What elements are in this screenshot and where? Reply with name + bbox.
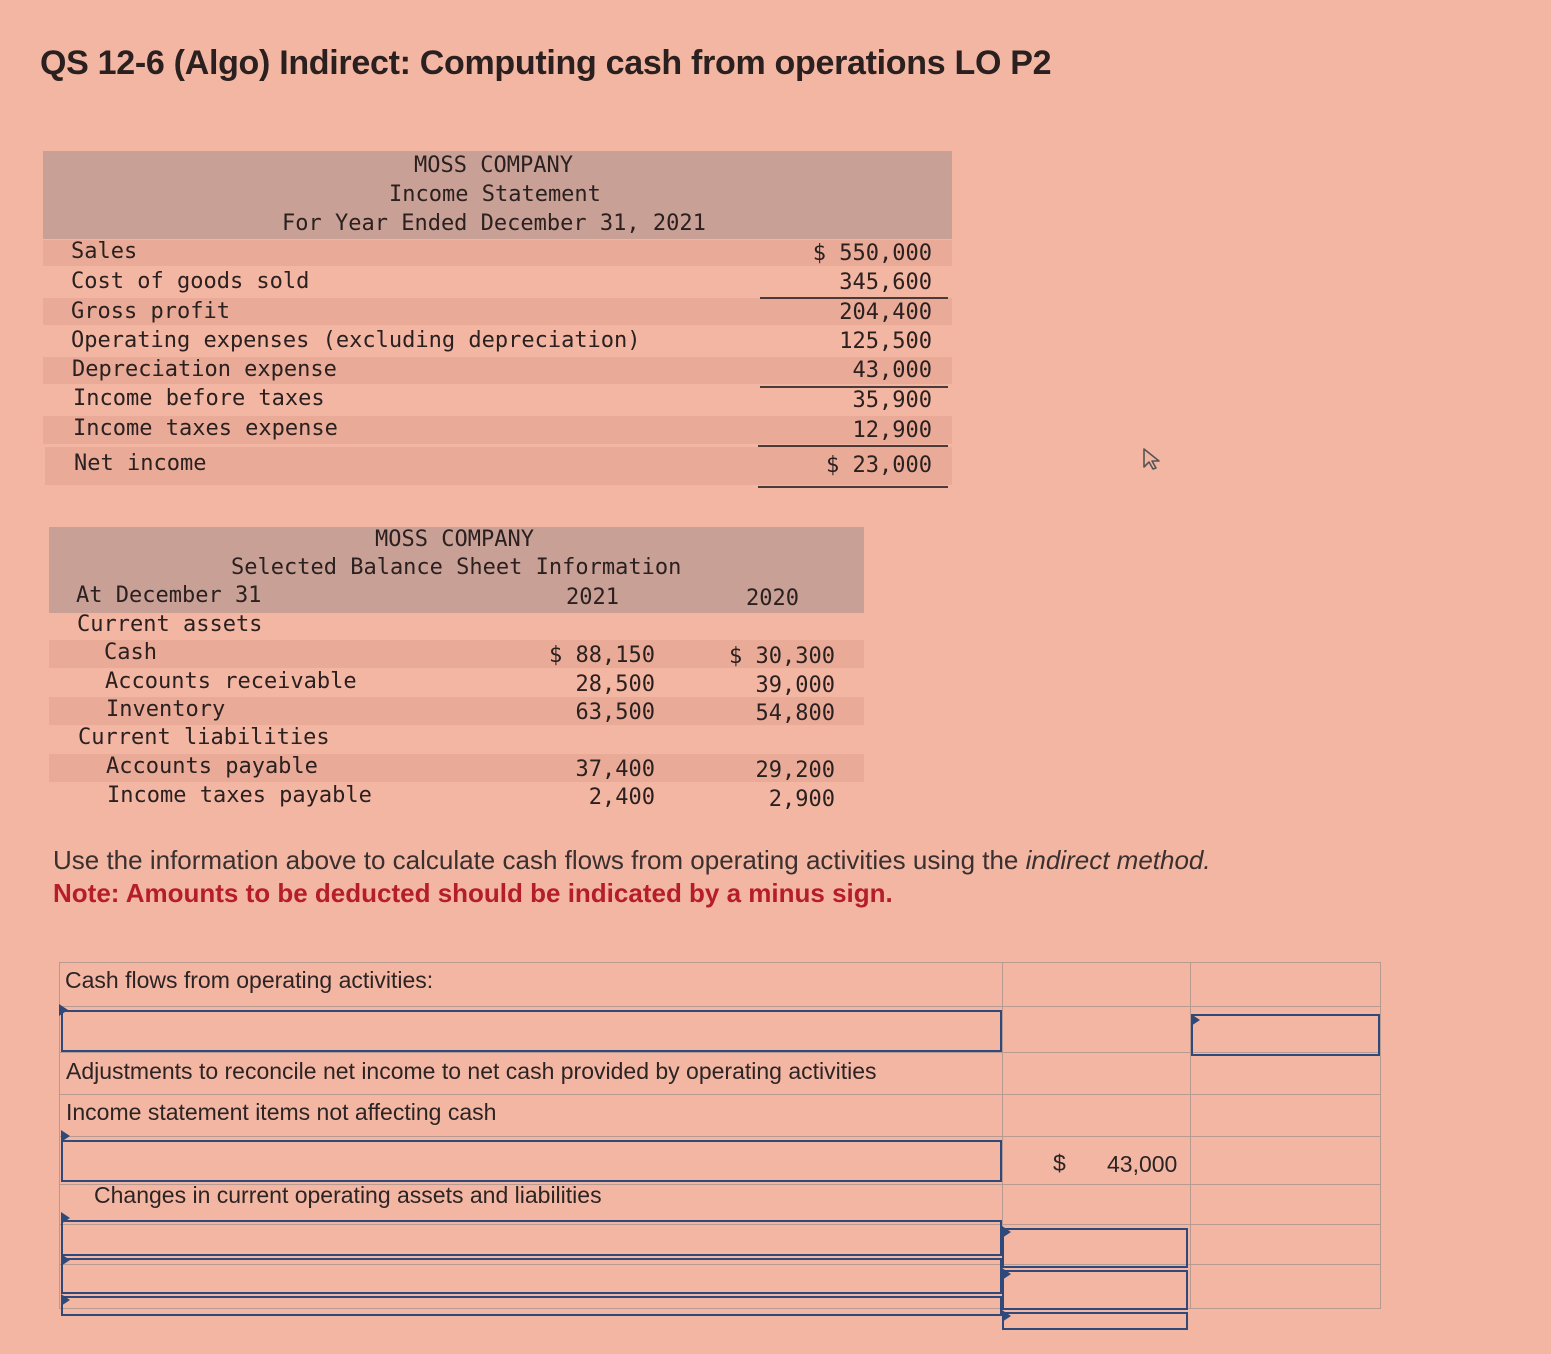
bs-year-2020: 2020 xyxy=(746,586,799,611)
change-1-label-input[interactable] xyxy=(61,1220,1002,1256)
is-row-value: 35,900 xyxy=(852,388,932,413)
bs-value-2021: 28,500 xyxy=(575,672,655,697)
bs-row-label: Accounts receivable xyxy=(105,669,357,694)
is-row-value: 12,900 xyxy=(852,418,932,443)
bs-value-2020: 2,900 xyxy=(768,787,835,812)
bs-value-2020: 54,800 xyxy=(755,701,835,726)
is-row-value: 345,600 xyxy=(839,270,932,295)
change-3-label-input[interactable] xyxy=(61,1296,1002,1316)
bs-row-label: Inventory xyxy=(106,697,226,722)
bs-value-2021: 2,400 xyxy=(588,785,655,810)
bs-section-label: Current assets xyxy=(77,612,263,637)
bs-value-2020: 39,000 xyxy=(755,673,835,698)
bs-value-2021: $ 88,150 xyxy=(549,643,655,668)
change-1-value-input[interactable] xyxy=(1002,1228,1188,1268)
instructions-method: indirect method. xyxy=(1025,845,1211,875)
is-row-label: Income before taxes xyxy=(73,386,325,411)
net-income-label-input[interactable] xyxy=(61,1010,1002,1052)
is-net-income-value: $ 23,000 xyxy=(826,453,932,478)
depreciation-amount: 43,000 xyxy=(1107,1151,1178,1177)
page-title: QS 12-6 (Algo) Indirect: Computing cash from operations LO P2 xyxy=(40,44,1052,82)
instructions xyxy=(53,845,1211,876)
instructions-text: Use the information above to calculate cash flows from operating activities using the xyxy=(53,845,1026,875)
is-company: MOSS COMPANY xyxy=(414,153,573,178)
change-2-label-input[interactable] xyxy=(61,1258,1002,1294)
is-row-value: $ 550,000 xyxy=(812,241,932,266)
is-row-label: Sales xyxy=(71,239,138,264)
is-row-value: 204,400 xyxy=(839,300,932,325)
bs-statement-name: Selected Balance Sheet Information xyxy=(231,555,682,580)
change-3-value-input[interactable] xyxy=(1002,1312,1188,1330)
bs-company: MOSS COMPANY xyxy=(375,527,534,552)
is-period: For Year Ended December 31, 2021 xyxy=(282,211,706,236)
bs-value-2020: 29,200 xyxy=(755,758,835,783)
bs-row-label: Accounts payable xyxy=(106,754,318,779)
net-income-value-input[interactable] xyxy=(1191,1014,1380,1056)
mouse-cursor-icon xyxy=(1141,447,1165,471)
is-row-value: 125,500 xyxy=(839,329,932,354)
bs-row-label: Cash xyxy=(104,640,157,665)
is-row-value: 43,000 xyxy=(852,358,932,383)
changes-label: Changes in current operating assets and liabilities xyxy=(94,1182,602,1208)
cash-flows-heading: Cash flows from operating activities: xyxy=(65,967,434,993)
answer-table xyxy=(59,962,1381,1332)
is-statement-name: Income Statement xyxy=(389,182,601,207)
bs-value-2021: 63,500 xyxy=(575,700,655,725)
is-row-label: Net income xyxy=(74,451,207,476)
instructions-note: Note: Amounts to be deducted should be indicated by a minus sign. xyxy=(53,878,893,908)
noncash-item-label-input[interactable] xyxy=(61,1140,1002,1182)
is-row-label: Operating expenses (excluding depreciation) xyxy=(71,328,641,353)
change-2-value-input[interactable] xyxy=(1002,1270,1188,1310)
bs-year-2021: 2021 xyxy=(566,585,619,610)
underline xyxy=(760,297,948,299)
noncash-items-label: Income statement items not affecting cash xyxy=(66,1099,497,1125)
bs-value-2020: $ 30,300 xyxy=(729,644,835,669)
is-row-label: Cost of goods sold xyxy=(71,269,310,294)
bs-row-label: Income taxes payable xyxy=(107,783,372,808)
is-row-label: Gross profit xyxy=(71,299,230,324)
is-row-label: Depreciation expense xyxy=(72,357,337,382)
adjustments-label: Adjustments to reconcile net income to net cash provided by operating activities xyxy=(66,1058,877,1084)
depreciation-dollar-sign: $ xyxy=(1053,1150,1066,1176)
bs-section-label: Current liabilities xyxy=(78,725,330,750)
double-underline xyxy=(758,486,948,488)
is-row-label: Income taxes expense xyxy=(73,416,338,441)
bs-date-label: At December 31 xyxy=(76,583,262,608)
bs-value-2021: 37,400 xyxy=(575,757,655,782)
